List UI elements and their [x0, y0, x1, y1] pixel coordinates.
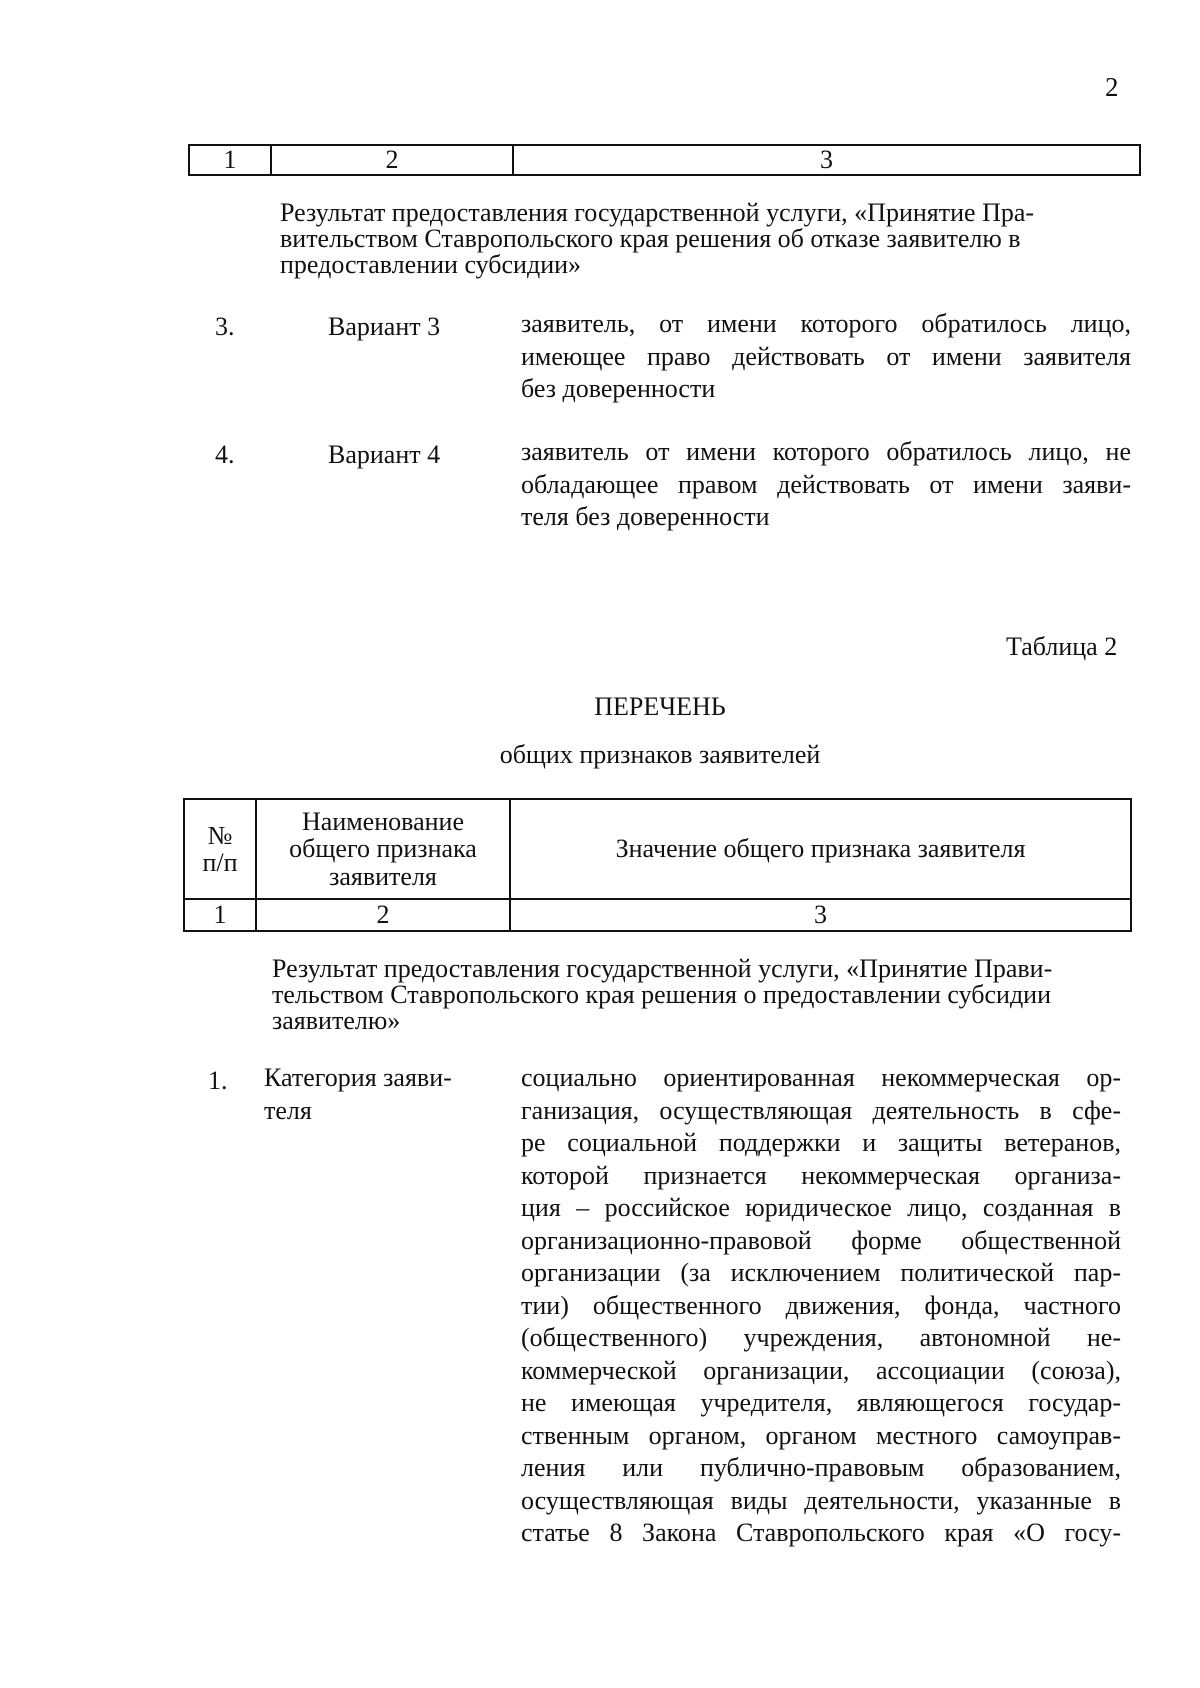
- value-line: организационно-правовой форме общественной: [521, 1225, 1121, 1255]
- variant-3-number: 3.: [215, 312, 235, 341]
- name-line: Категория заяви-: [264, 1063, 452, 1092]
- caption-line: вительством Ставропольского края решения об отказе заявителю в: [280, 224, 1021, 253]
- caption-line: заявителю»: [272, 1006, 401, 1035]
- table2-num-3: 3: [510, 899, 1131, 931]
- table2-col-number: [184, 799, 256, 899]
- desc-line: теля без доверенности: [521, 502, 770, 531]
- table1-col1: 1: [189, 145, 271, 175]
- desc-line: без доверенности: [521, 374, 716, 403]
- value-line: ре социальной поддержки и защиты ветеранов,: [521, 1128, 1121, 1157]
- header-text: п/п: [202, 848, 238, 877]
- caption-line: Результат предоставления государственной услуги, «Принятие Пра-: [280, 198, 1035, 227]
- table2-label: Таблица 2: [1006, 632, 1118, 661]
- desc-line: обладающее правом действовать от имени заяви-: [521, 469, 1131, 499]
- variant-4-number: 4.: [215, 440, 235, 469]
- header-text: Наименование: [302, 807, 464, 837]
- table2-header: [183, 798, 1132, 932]
- table2-num-1: 1: [184, 899, 256, 931]
- header-text: №: [207, 820, 233, 850]
- variant-3-name: Вариант 3: [328, 312, 441, 341]
- value-line: осуществляющая виды деятельности, указанные в: [521, 1485, 1121, 1515]
- list-subtitle: общих признаков заявителей: [499, 740, 821, 769]
- value-line: тии) общественного движения, фонда, частного: [521, 1290, 1121, 1320]
- row1-value: [521, 1062, 1121, 1550]
- value-line: (общественного) учреждения, автономной не-: [521, 1323, 1121, 1352]
- caption-line: предоставлении субсидии»: [280, 250, 582, 279]
- page-number: 2: [1105, 72, 1119, 102]
- desc-line: заявитель от имени которого обратилось лицо, не: [521, 437, 1131, 466]
- variant-3-description: [521, 308, 1131, 406]
- variant-4-description: [521, 436, 1131, 534]
- value-line: организации (за исключением политической пар-: [521, 1258, 1121, 1287]
- name-line: теля: [264, 1095, 312, 1125]
- value-line: ственным органом, органом местного самоуправ-: [521, 1420, 1121, 1450]
- header-text: общего признака: [289, 834, 477, 864]
- header-text: заявителя: [329, 861, 437, 891]
- table2-num-2: 2: [256, 899, 510, 931]
- value-line: статье 8 Закона Ставропольского края «О госу-: [521, 1518, 1121, 1547]
- row1-name: [264, 1062, 494, 1127]
- row1-number: 1.: [208, 1066, 228, 1095]
- caption-line: Результат предоставления государственной услуги, «Принятие Прави-: [272, 954, 1053, 983]
- table2-col-name: [256, 799, 510, 899]
- value-line: ления или публично-правовым образованием,: [521, 1453, 1121, 1482]
- list-title: ПЕРЕЧЕНЬ: [594, 692, 726, 721]
- table2-col-value: Значение общего признака заявителя: [510, 799, 1131, 899]
- table1-header: [188, 144, 1141, 176]
- table1-col2: 2: [271, 145, 513, 175]
- value-line: социально ориентированная некоммерческая ор-: [521, 1063, 1121, 1092]
- variant-4-name: Вариант 4: [328, 440, 441, 469]
- value-line: ганизация, осуществляющая деятельность в сфе-: [521, 1095, 1121, 1125]
- desc-line: имеющее право действовать от имени заявителя: [521, 341, 1131, 371]
- value-line: которой признается некоммерческая организа-: [521, 1160, 1121, 1190]
- value-line: не имеющая учредителя, являющегося государ-: [521, 1388, 1121, 1417]
- table1-col3: 3: [513, 145, 1140, 175]
- desc-line: заявитель, от имени которого обратилось лицо,: [521, 309, 1131, 338]
- caption-line: тельством Ставропольского края решения о предоставлении субсидии: [272, 980, 1052, 1009]
- result-caption-2: [272, 956, 1112, 1034]
- value-line: ция – российское юридическое лицо, созданная в: [521, 1193, 1121, 1222]
- value-line: коммерческой организации, ассоциации (союза),: [521, 1355, 1121, 1385]
- result-caption-1: [280, 200, 1100, 278]
